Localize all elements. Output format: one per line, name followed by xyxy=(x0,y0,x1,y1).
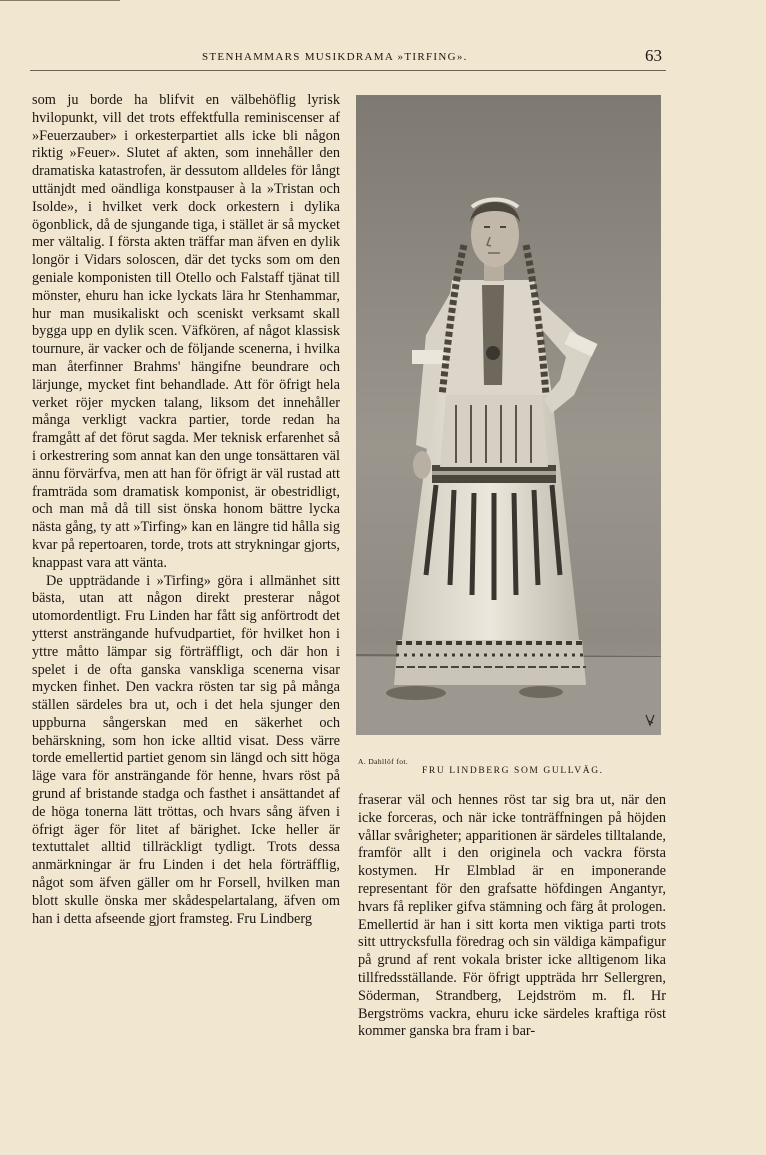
right-text-column xyxy=(358,792,666,1041)
left-text-column xyxy=(32,92,340,928)
page-number: 63 xyxy=(645,46,662,65)
photographer-credit: A. Dahllöf fot. xyxy=(358,757,409,766)
paragraph: fraserar väl och hennes röst tar sig bra ut, när den icke forceras, och när icke tonträffningen på höjden vållar svårigheter; apparitionen är särdeles tilltalande, framför allt i den originela och vackra första kostymen. Hr Elmblad är en imponerande representant för den grafsatte höfdingen Angantyr, hvars få repliker gifva stämning och färg åt prologen. Emellertid är han i sitt korta men viktiga parti trots sitt uttrycksfulla föredrag och sin väldiga kämpafigur på grund af rent vokala brister icke alltigenom lika tillfredsställande. För öfrigt uppträda hrr Sellergren, Söderman, Strandberg, Lejdström m. fl. Hr Bergströms vackra, ehuru icke särdeles kraftiga röst kommer ganska bra fram i bar- xyxy=(358,792,666,1040)
portrait-photograph xyxy=(356,95,661,735)
running-header xyxy=(30,46,666,71)
portrait-illustration xyxy=(356,95,661,735)
page-edge-rule xyxy=(0,0,120,1)
running-title: STENHAMMARS MUSIKDRAMA »TIRFING». xyxy=(202,51,468,63)
paragraph: som ju borde ha blifvit en välbehöflig lyrisk hvilopunkt, vill det trots effektfulla reminiscenser af »Feuerzauber» i orkesterpartiet alls icke bli någon riktig »Feuer». Slutet af akten, som innehåller den dramatiska katastrofen, är dessutom alldeles för långt uttänjdt med oändliga konstpauser à la »Tristan och Isolde», i hvilket verk dock orkestern i dylika ögonblick, då de sjungande tiga, i stället är så mycket mer vältalig. I första akten träffar man äfven en dylik longör i Vidars soloscen, där det tycks som om den geniale komponisten till Otello och Falstaff tjänat till mönster, ehuru han icke lyckats lära hr Stenhammar, hur man musikaliskt och sceniskt verksamt skall bygga upp en dylik scen. Väfkören, af något klassisk tournure, är vacker och de följande scenerna, i hvilka man återfinner Brahms' hängifne beundrare och lärjunge, mycket fint behandlade. Att för öfrigt hela verket röjer mycken talang, liksom det innehåller många verkligt vackra partier, torde redan ha framgått af det förut sagda. Mer teknisk erfarenhet så i orkestrering som annat kan den unge tonsättaren väl ännu förvärfva, men att han för öfrigt är väl rustad att framträda som dramatisk komponist, är obestridligt, och man må då till sist önska honom bättre lycka nästa gång, ty att »Tirfing» kan en längre tid hålla sig kvar på repertoaren, torde, trots att strykningar gjorts, knappast vara att vänta. xyxy=(32,92,340,571)
paragraph: De uppträdande i »Tirfing» göra i allmänhet sitt bästa, utan att någon direkt presterar något utomordentligt. Fru Linden har fått sig anförtrodt det ytterst ansträngande hufvudpartiet, för hvilket hon i yttre måtto lämpar sig förträffligt, och där hon i spelet i de ofta ganska vanskliga scenerna visar mycken finhet. Den vackra rösten tar sig på många ställen särdeles bra ut, och i det hela sjunger den uppburna sångerskan med en säkerhet och behärskning, som hon icke alltid visat. Dess värre torde emellertid partiet genom sin längd och sitt höga läge vara för ansträngande för henne, hvars röst på grund af bristande stadga och fasthet i ansättandet af de höga tonerna lätt tröttas, och hvars sång äfven i öfrigt äger för litet af bärighet. Icke heller är textuttalet alltid tillräckligt tydligt. Trots dessa anmärkningar är fru Linden i det hela förträfflig, något som äfven gäller om hr Forsell, hvilken man blott skulle önska mer skådespelartalang, äfven om han i detta afseende gjort framsteg. Fru Lindberg xyxy=(32,572,340,927)
figure-caption: FRU LINDBERG SOM GULLVÄG. xyxy=(422,766,604,776)
